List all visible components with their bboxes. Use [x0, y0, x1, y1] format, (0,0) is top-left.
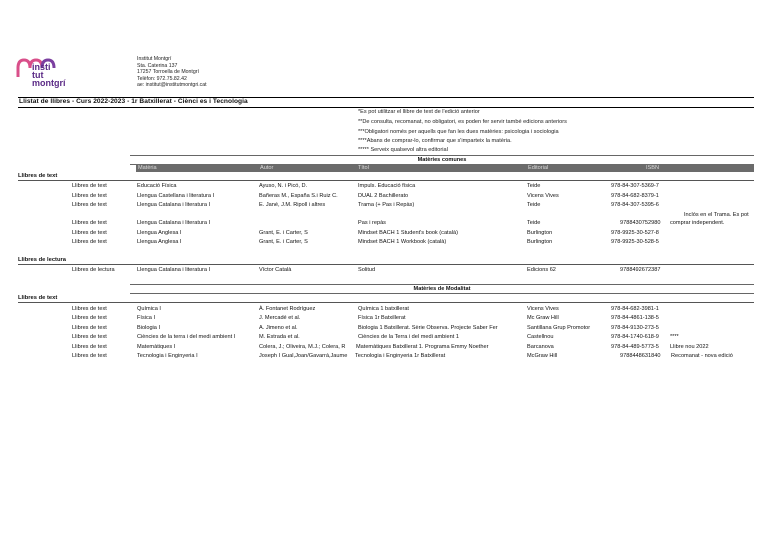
table-cell: 978-84-307-5395-6	[611, 202, 659, 208]
table-cell: Ayuso, N. i Picó, D.	[259, 183, 308, 189]
section-modalitat	[130, 284, 754, 294]
category-divider	[18, 264, 754, 265]
table-cell: Santillana Grup Promotor	[527, 325, 591, 331]
note-1: *Es pot utilitzar el llibre de text de l'edició anterior	[358, 109, 480, 115]
category-text-modalitat: Llibres de text	[18, 295, 58, 301]
table-cell: Grant, E. i Carter, S	[259, 239, 308, 245]
table-cell: comprar independent.	[670, 220, 725, 226]
logo-text	[32, 63, 66, 87]
table-cell: Mindset BACH 1 Workbook (català)	[358, 239, 447, 245]
table-cell: Química 1 batxillerat	[358, 306, 409, 312]
table-cell: Biologia I	[137, 325, 161, 331]
table-cell: 978-84-682-8379-1	[611, 193, 659, 199]
table-cell: Educació Física	[137, 183, 177, 189]
note-4: ****Abans de comprar-lo, confirmar que s'imparteix la matèria.	[358, 138, 512, 144]
table-cell: DUAL 2 Bachillerato	[358, 193, 409, 199]
table-cell: Física I	[137, 315, 156, 321]
table-cell: Llengua Castellana i literatura I	[137, 193, 215, 199]
table-cell: Llibres de text	[72, 220, 107, 226]
table-cell: Biologia 1 Batxillerat. Sèrie Observa. Projecte Saber Fer	[358, 325, 498, 331]
table-cell: ****	[670, 334, 679, 340]
header-autor: Autor	[260, 165, 274, 171]
table-cell: Llibres de text	[72, 306, 107, 312]
table-cell: Sta. Caterina 137	[137, 62, 178, 69]
table-cell: 978-84-9130-273-5	[611, 325, 659, 331]
header-materia: Matèria	[138, 165, 157, 171]
table-cell: 9788492672387	[620, 267, 661, 273]
note-3: ***Obligatori només per aquells que fan les dues matèries: psicologia i sociologia	[358, 129, 559, 135]
table-cell: Institut Montgrí	[137, 56, 172, 62]
table-cell: 9788430752980	[620, 220, 661, 226]
category-lectura: Llibres de lectura	[18, 257, 67, 263]
table-cell: A. Jimeno et al.	[259, 325, 298, 331]
table-cell: Tecnologia i Enginyeria I	[137, 353, 198, 359]
table-cell: Mc Graw Hill	[527, 315, 559, 321]
table-cell: Llengua Catalana i literatura I	[137, 267, 211, 273]
table-cell: Matemàtiques I	[137, 344, 176, 350]
table-cell: Barcanova	[527, 344, 554, 350]
table-cell: Joseph I Gual,Joan/Gavarrá,Jaume	[259, 353, 348, 359]
table-cell: McGraw Hill	[527, 353, 558, 359]
table-cell: Llengua Anglesa I	[137, 239, 182, 245]
table-cell: Ciències de la Terra i del medi ambient 1	[358, 334, 459, 340]
table-cell: Llibres de text	[72, 353, 107, 359]
table-cell: Llibres de text	[72, 315, 107, 321]
table-cell: Llibres de text	[72, 239, 107, 245]
table-header	[136, 164, 754, 172]
table-cell: tut	[32, 70, 44, 80]
header-titol: Títol	[358, 165, 369, 171]
table-cell: Recomanat - nova edició	[671, 353, 733, 359]
table-cell: Burlington	[527, 239, 553, 245]
table-cell: 978-9925-30-528-5	[611, 239, 659, 245]
table-cell: 978-84-682-3981-1	[611, 306, 659, 312]
table-cell: J. Mercadé et al.	[259, 315, 301, 321]
table-cell: Llibres de text	[72, 183, 107, 189]
table-cell: Burlington	[527, 230, 553, 236]
table-cell: Llibres de text	[72, 344, 107, 350]
page-title: Llistat de llibres - Curs 2022-2023 - 1r Batxillerat - Ciènci es i Tecnologia	[19, 98, 248, 105]
category-divider	[18, 302, 754, 303]
table-cell: Grant, E. i Carter, S	[259, 230, 308, 236]
category-divider	[18, 180, 754, 181]
table-cell: Trama (+ Pas i Repàs)	[358, 202, 415, 208]
table-cell: Llibres de text	[72, 193, 107, 199]
table-cell: Química I	[137, 306, 161, 312]
table-cell: montgrí	[32, 78, 66, 88]
table-cell: insti	[32, 62, 51, 72]
note-5: ***** Serveix qualsevol altra editorial	[358, 147, 448, 153]
table-cell: 978-84-4861-138-5	[611, 315, 659, 321]
school-address	[137, 56, 207, 89]
table-cell: 9788448631840	[620, 353, 661, 359]
note-trama: Inclós en el Trama. Es pot	[684, 212, 749, 218]
header-isbn: ISBN	[646, 165, 660, 171]
table-cell: Llibres de lectura	[72, 267, 115, 273]
table-cell: Castellnou	[527, 334, 554, 340]
table-cell: Llibre nou 2022	[670, 344, 709, 350]
table-cell: Víctor Català	[259, 267, 292, 273]
table-cell: E. Jané, J.M. Ripoll i altres	[259, 202, 326, 208]
table-cell: Física 1r Batxillerat	[358, 315, 406, 321]
table-cell: Vicens Vives	[527, 193, 559, 199]
table-cell: Llibres de text	[72, 202, 107, 208]
table-cell: Solitud	[358, 267, 376, 273]
table-cell: Matemàtiques Batxillerat 1. Programa Emmy Noether	[356, 344, 489, 350]
table-cell: Vicens Vives	[527, 306, 559, 312]
note-2: **De consulta, recomanat, no obligatori, es poden fer servir també edicions anteriors	[358, 119, 567, 125]
table-cell: Llengua Catalana i literatura I	[137, 202, 211, 208]
table-cell: 978-84-307-5369-7	[611, 183, 659, 189]
table-cell: Colera, J.; Oliveira, M.J.; Colera, R	[259, 344, 346, 350]
table-cell: Ciències de la terra i del medi ambient I	[137, 334, 236, 340]
table-cell: Edicions 62	[527, 267, 556, 273]
table-cell: Llibres de text	[72, 230, 107, 236]
table-cell: ae: institut@institutmontgri.cat	[137, 82, 207, 89]
table-cell: Llibres de text	[72, 334, 107, 340]
table-cell: Llengua Catalana i literatura I	[137, 220, 211, 226]
table-cell: Llengua Anglesa I	[137, 230, 182, 236]
table-cell: Teide	[527, 183, 541, 189]
table-cell: Llibres de text	[72, 325, 107, 331]
table-cell: Mindset BACH 1 Student's book (català)	[358, 230, 458, 236]
table-cell: À. Fontanet Rodríguez	[259, 306, 316, 312]
table-cell: 978-9925-30-527-8	[611, 230, 659, 236]
table-cell: 17257 Torroella de Montgrí	[137, 69, 199, 76]
table-cell: Impuls. Educació física	[358, 183, 416, 189]
table-cell: Pas i repàs	[358, 220, 386, 226]
table-cell: 978-84-1740-618-9	[611, 334, 659, 340]
header-editorial: Editorial	[528, 165, 549, 171]
category-text-comunes: Llibres de text	[18, 173, 58, 179]
section-comunes-label: Matèries comunes	[417, 157, 467, 163]
table-cell: Telèfon: 972.75.82.42	[137, 75, 187, 82]
table-cell: M. Estrada et al.	[259, 334, 300, 340]
table-cell: 978-84-489-5773-5	[611, 344, 659, 350]
section-modalitat-label: Matèries de Modalitat	[413, 286, 471, 292]
table-cell: Teide	[527, 202, 541, 208]
table-cell: Bañeras M., España S.i Ruiz C.	[259, 193, 338, 199]
table-cell: Teide	[527, 220, 541, 226]
table-cell: Tecnologia i Enginyeria 1r Batxillerat	[355, 353, 446, 359]
